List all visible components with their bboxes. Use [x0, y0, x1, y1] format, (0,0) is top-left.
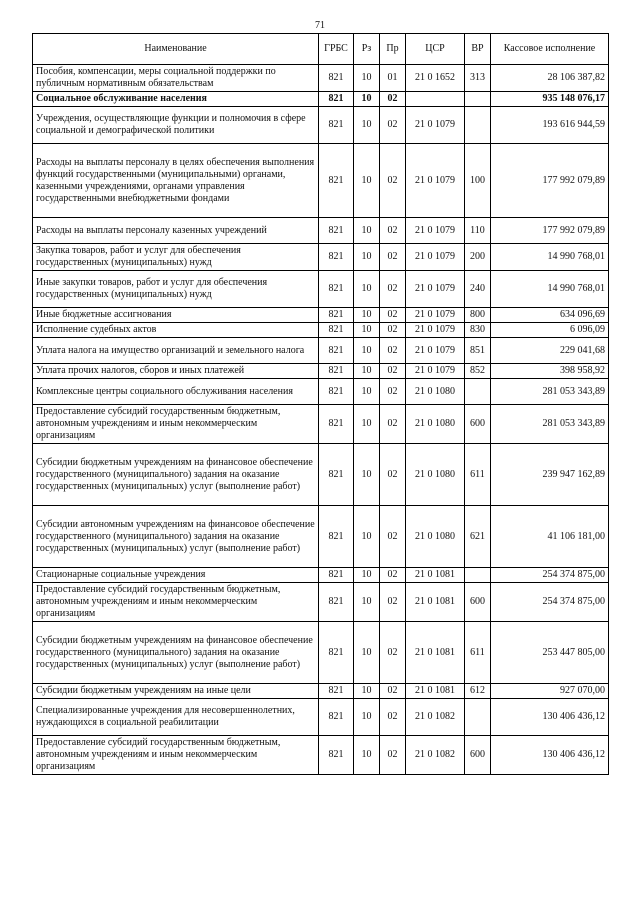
row-rz: 10 [354, 568, 380, 583]
row-pr: 02 [380, 271, 406, 308]
table-row [33, 144, 609, 218]
row-amount: 253 447 805,00 [491, 622, 609, 684]
row-amount: 28 106 387,82 [491, 65, 609, 92]
column-header-rz: Рз [354, 34, 380, 65]
row-csr: 21 0 1081 [406, 568, 465, 583]
row-pr: 02 [380, 444, 406, 506]
row-amount: 177 992 079,89 [491, 144, 609, 218]
row-pr: 02 [380, 107, 406, 144]
row-rz: 10 [354, 405, 380, 444]
row-name: Предоставление субсидий государственным бюджетным, автономным учреждениям и иным некоммерческим организациям [33, 405, 319, 444]
row-name: Исполнение судебных актов [33, 323, 319, 338]
row-vr: 110 [465, 218, 491, 244]
row-amount: 254 374 875,00 [491, 568, 609, 583]
table-row [33, 364, 609, 379]
row-amount: 254 374 875,00 [491, 583, 609, 622]
row-name: Субсидии бюджетным учреждениям на иные цели [33, 684, 319, 699]
row-pr: 02 [380, 244, 406, 271]
row-name: Уплата прочих налогов, сборов и иных платежей [33, 364, 319, 379]
row-name: Расходы на выплаты персоналу в целях обеспечения выполнения функций государственными (муниципальными) органами, казенными учреждениями, органами управления государственными внебюджетными фондами [33, 144, 319, 218]
row-grbs: 821 [319, 405, 354, 444]
row-grbs: 821 [319, 622, 354, 684]
row-name: Стационарные социальные учреждения [33, 568, 319, 583]
table-body [33, 65, 609, 775]
row-pr: 02 [380, 506, 406, 568]
row-rz: 10 [354, 107, 380, 144]
column-header-amount: Кассовое исполнение [491, 34, 609, 65]
row-rz: 10 [354, 444, 380, 506]
table-row [33, 506, 609, 568]
table-row [33, 323, 609, 338]
row-rz: 10 [354, 308, 380, 323]
row-vr: 830 [465, 323, 491, 338]
row-amount: 239 947 162,89 [491, 444, 609, 506]
row-name: Учреждения, осуществляющие функции и полномочия в сфере социальной и демографической политики [33, 107, 319, 144]
row-csr: 21 0 1081 [406, 583, 465, 622]
row-csr: 21 0 1079 [406, 308, 465, 323]
table-row [33, 444, 609, 506]
row-pr: 01 [380, 65, 406, 92]
row-vr [465, 568, 491, 583]
table-row [33, 405, 609, 444]
row-rz: 10 [354, 622, 380, 684]
row-name: Закупка товаров, работ и услуг для обеспечения государственных (муниципальных) нужд [33, 244, 319, 271]
table-header-row [33, 34, 609, 65]
row-rz: 10 [354, 65, 380, 92]
row-grbs: 821 [319, 364, 354, 379]
row-grbs: 821 [319, 271, 354, 308]
row-grbs: 821 [319, 736, 354, 775]
row-amount: 398 958,92 [491, 364, 609, 379]
table-row [33, 736, 609, 775]
row-amount: 14 990 768,01 [491, 244, 609, 271]
row-name: Субсидии бюджетным учреждениям на финансовое обеспечение государственного (муниципального) задания на оказание государственных (муниципальных) услуг (выполнение работ) [33, 622, 319, 684]
row-pr: 02 [380, 308, 406, 323]
row-grbs: 821 [319, 244, 354, 271]
row-name: Предоставление субсидий государственным бюджетным, автономным учреждениям и иным некоммерческим организациям [33, 736, 319, 775]
row-rz: 10 [354, 699, 380, 736]
row-grbs: 821 [319, 379, 354, 405]
row-name: Уплата налога на имущество организаций и земельного налога [33, 338, 319, 364]
row-grbs: 821 [319, 323, 354, 338]
row-vr: 100 [465, 144, 491, 218]
row-rz: 10 [354, 736, 380, 775]
budget-execution-table [32, 33, 609, 775]
row-grbs: 821 [319, 568, 354, 583]
row-vr: 611 [465, 444, 491, 506]
row-rz: 10 [354, 323, 380, 338]
row-csr: 21 0 1080 [406, 444, 465, 506]
row-pr: 02 [380, 699, 406, 736]
row-csr: 21 0 1081 [406, 622, 465, 684]
row-amount: 935 148 076,17 [491, 92, 609, 107]
row-csr [406, 92, 465, 107]
table-row [33, 684, 609, 699]
table-row [33, 583, 609, 622]
row-pr: 02 [380, 736, 406, 775]
row-grbs: 821 [319, 444, 354, 506]
row-grbs: 821 [319, 308, 354, 323]
table-row [33, 218, 609, 244]
row-amount: 229 041,68 [491, 338, 609, 364]
column-header-grbs: ГРБС [319, 34, 354, 65]
row-rz: 10 [354, 144, 380, 218]
row-grbs: 821 [319, 583, 354, 622]
column-header-csr: ЦСР [406, 34, 465, 65]
row-amount: 193 616 944,59 [491, 107, 609, 144]
row-grbs: 821 [319, 92, 354, 107]
row-grbs: 821 [319, 218, 354, 244]
row-grbs: 821 [319, 684, 354, 699]
table-row [33, 92, 609, 107]
row-rz: 10 [354, 583, 380, 622]
row-csr: 21 0 1080 [406, 379, 465, 405]
row-vr: 851 [465, 338, 491, 364]
row-csr: 21 0 1079 [406, 218, 465, 244]
row-rz: 10 [354, 244, 380, 271]
table-row [33, 271, 609, 308]
table-row [33, 65, 609, 92]
row-vr [465, 107, 491, 144]
table-row [33, 107, 609, 144]
row-name: Субсидии бюджетным учреждениям на финансовое обеспечение государственного (муниципального) задания на оказание государственных (муниципальных) услуг (выполнение работ) [33, 444, 319, 506]
table-row [33, 699, 609, 736]
row-rz: 10 [354, 506, 380, 568]
row-vr: 800 [465, 308, 491, 323]
row-csr: 21 0 1079 [406, 271, 465, 308]
row-grbs: 821 [319, 338, 354, 364]
row-vr: 200 [465, 244, 491, 271]
row-grbs: 821 [319, 144, 354, 218]
row-vr: 612 [465, 684, 491, 699]
table-row [33, 568, 609, 583]
row-csr: 21 0 1080 [406, 506, 465, 568]
row-grbs: 821 [319, 65, 354, 92]
row-amount: 130 406 436,12 [491, 699, 609, 736]
column-header-pr: Пр [380, 34, 406, 65]
row-csr: 21 0 1079 [406, 144, 465, 218]
row-csr: 21 0 1652 [406, 65, 465, 92]
row-amount: 927 070,00 [491, 684, 609, 699]
row-pr: 02 [380, 218, 406, 244]
column-header-name: Наименование [33, 34, 319, 65]
row-vr [465, 379, 491, 405]
row-rz: 10 [354, 271, 380, 308]
row-rz: 10 [354, 684, 380, 699]
table-row [33, 622, 609, 684]
row-name: Социальное обслуживание населения [33, 92, 319, 107]
row-csr: 21 0 1079 [406, 244, 465, 271]
table-row [33, 338, 609, 364]
row-rz: 10 [354, 218, 380, 244]
row-vr: 600 [465, 736, 491, 775]
row-csr: 21 0 1079 [406, 338, 465, 364]
row-amount: 281 053 343,89 [491, 405, 609, 444]
table-row [33, 244, 609, 271]
row-pr: 02 [380, 323, 406, 338]
row-grbs: 821 [319, 699, 354, 736]
column-header-vr: ВР [465, 34, 491, 65]
row-vr: 600 [465, 583, 491, 622]
row-vr [465, 699, 491, 736]
row-csr: 21 0 1082 [406, 736, 465, 775]
row-pr: 02 [380, 92, 406, 107]
row-pr: 02 [380, 568, 406, 583]
row-pr: 02 [380, 405, 406, 444]
row-name: Иные закупки товаров, работ и услуг для обеспечения государственных (муниципальных) нужд [33, 271, 319, 308]
row-amount: 41 106 181,00 [491, 506, 609, 568]
row-amount: 634 096,69 [491, 308, 609, 323]
row-amount: 281 053 343,89 [491, 379, 609, 405]
row-vr: 611 [465, 622, 491, 684]
table-row [33, 308, 609, 323]
row-csr: 21 0 1081 [406, 684, 465, 699]
row-name: Иные бюджетные ассигнования [33, 308, 319, 323]
row-vr: 621 [465, 506, 491, 568]
row-rz: 10 [354, 92, 380, 107]
row-csr: 21 0 1079 [406, 323, 465, 338]
row-vr: 240 [465, 271, 491, 308]
row-name: Предоставление субсидий государственным бюджетным, автономным учреждениям и иным некоммерческим организациям [33, 583, 319, 622]
row-pr: 02 [380, 144, 406, 218]
row-pr: 02 [380, 338, 406, 364]
row-name: Расходы на выплаты персоналу казенных учреждений [33, 218, 319, 244]
table-row [33, 379, 609, 405]
row-vr [465, 92, 491, 107]
row-name: Комплексные центры социального обслуживания населения [33, 379, 319, 405]
page-number: 71 [315, 20, 325, 31]
row-pr: 02 [380, 364, 406, 379]
row-vr: 600 [465, 405, 491, 444]
row-name: Пособия, компенсации, меры социальной поддержки по публичным нормативным обязательствам [33, 65, 319, 92]
row-name: Субсидии автономным учреждениям на финансовое обеспечение государственного (муниципального) задания на оказание государственных (муниципальных) услуг (выполнение работ) [33, 506, 319, 568]
row-pr: 02 [380, 379, 406, 405]
row-pr: 02 [380, 622, 406, 684]
row-rz: 10 [354, 338, 380, 364]
row-rz: 10 [354, 364, 380, 379]
row-amount: 6 096,09 [491, 323, 609, 338]
row-amount: 177 992 079,89 [491, 218, 609, 244]
row-csr: 21 0 1080 [406, 405, 465, 444]
row-name: Специализированные учреждения для несовершеннолетних, нуждающихся в социальной реабилитации [33, 699, 319, 736]
row-vr: 313 [465, 65, 491, 92]
row-vr: 852 [465, 364, 491, 379]
row-csr: 21 0 1079 [406, 364, 465, 379]
row-pr: 02 [380, 684, 406, 699]
row-grbs: 821 [319, 107, 354, 144]
row-rz: 10 [354, 379, 380, 405]
row-grbs: 821 [319, 506, 354, 568]
row-amount: 130 406 436,12 [491, 736, 609, 775]
row-pr: 02 [380, 583, 406, 622]
row-amount: 14 990 768,01 [491, 271, 609, 308]
row-csr: 21 0 1082 [406, 699, 465, 736]
row-csr: 21 0 1079 [406, 107, 465, 144]
